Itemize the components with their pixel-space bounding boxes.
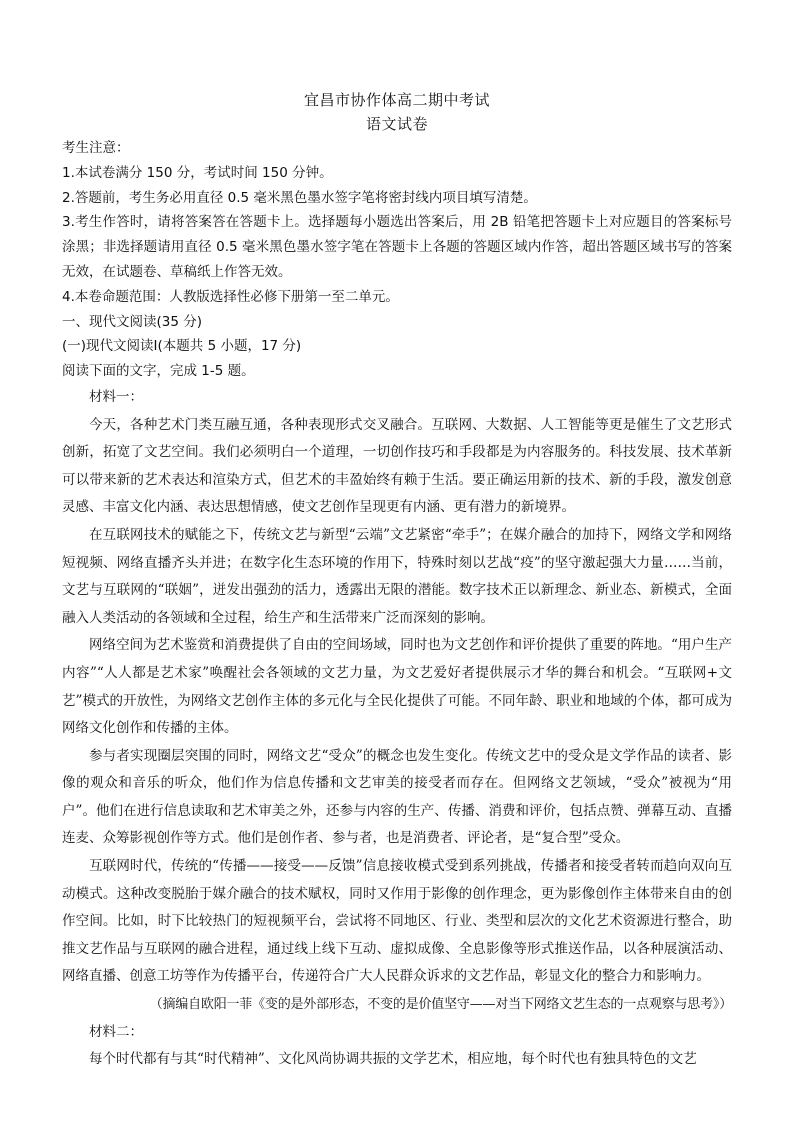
section-prompt: 阅读下面的文字，完成 1-5 题。: [62, 363, 255, 380]
material-one-source: （摘编自欧阳一菲《变的是外部形态，不变的是价值坚守——对当下网络文艺生态的一点观察与思考》）: [149, 997, 732, 1013]
material-two: [62, 1019, 732, 1074]
exam-page: [62, 88, 732, 1074]
material-one: [62, 384, 732, 1019]
passage-paragraph: 今天，各种艺术门类互融互通，各种表现形式交叉融合。互联网、大数据、人工智能等更是催生了文艺形式创新，拓宽了文艺空间。我们必须明白一个道理，一切创作技巧和手段都是为内容服务的。科技发展、技术革新可以带来新的艺术表达和渲染方式，但艺术的丰盈始终有赖于生活。要正确运用新的技术、新的手段，激发创意灵感、丰富文化内涵、表达思想情感，使文艺创作呈现更有内涵、更有潜力的新境界。: [62, 416, 732, 516]
instruction-item: 2.答题前，考生务必用直径 0.5 毫米黑色墨水签字笔将密封线内项目填写清楚。: [62, 189, 537, 206]
section-subheading: (一)现代文阅读Ⅰ(本题共 5 小题，17 分): [62, 338, 302, 355]
exam-subtitle: 语文试卷: [365, 115, 428, 133]
instruction-item: 4.本卷命题范围：人教版选择性必修下册第一至二单元。: [62, 288, 399, 305]
instructions-block: [62, 136, 732, 310]
section-header: [62, 310, 732, 384]
exam-title: 宜昌市协作体高二期中考试: [303, 91, 490, 109]
material-one-label: 材料一：: [89, 388, 143, 405]
instruction-item: 3.考生作答时，请将答案答在答题卡上。选择题每小题选出答案后，用 2B 铅笔把答题卡上对应题目的答案标号涂黑；非选择题请用直径 0.5 毫米黑色墨水签字笔在答题卡上各题的答题区域内作答，超出答题区域书写的答案无效，在试题卷、草稿纸上作答无效。: [62, 214, 732, 280]
material-two-label: 材料二：: [89, 1023, 143, 1040]
passage-paragraph: 互联网时代，传统的“传播——接受——反馈”信息接收模式受到系列挑战，传播者和接受者转而趋向双向互动模式。这种改变脱胎于媒介融合的技术赋权，同时又作用于影像的创作理念，更为影像创作主体带来自由的创作空间。比如，时下比较热门的短视频平台，尝试将不同地区、行业、类型和层次的文化艺术资源进行整合，助推文艺作品与互联网的融合进程，通过线上线下互动、虚拟成像、全息影像等形式推送作品，以各种展演活动、网络直播、创意工坊等作为传播平台，传递符合广大人民群众诉求的文艺作品，彰显文化的整合力和影响力。: [62, 858, 732, 985]
passage-paragraph: 参与者实现圈层突围的同时，网络文艺“受众”的概念也发生变化。传统文艺中的受众是文学作品的读者、影像的观众和音乐的听众，他们作为信息传播和文艺审美的接受者而存在。但网络文艺领域，“受众”被视为“用户”。他们在进行信息读取和艺术审美之外，还参与内容的生产、传播、消费和评价，包括点赞、弹幕互动、直播连麦、众筹影视创作等方式。他们是创作者、参与者，也是消费者、评论者，是“复合型”受众。: [62, 747, 732, 847]
instructions-heading: 考生注意：: [62, 140, 130, 156]
section-heading: 一、现代文阅读(35 分): [62, 313, 203, 330]
passage-paragraph: 在互联网技术的赋能之下，传统文艺与新型“云端”文艺紧密“牵手”；在媒介融合的加持下，网络文学和网络短视频、网络直播齐头并进；在数字化生态环境的作用下，特殊时刻以艺战“疫”的坚守激起强大力量……当前，文艺与互联网的“联姻”，迸发出强劲的活力，透露出无限的潜能。数字技术正以新理念、新业态、新模式，全面融入人类活动的各领域和全过程，给生产和生活带来广泛而深刻的影响。: [62, 526, 732, 626]
instruction-item: 1.本试卷满分 150 分，考试时间 150 分钟。: [62, 164, 333, 181]
passage-paragraph: 每个时代都有与其“时代精神”、文化风尚协调共振的文学艺术，相应地，每个时代也有独具特色的文艺: [89, 1051, 697, 1068]
passage-paragraph: 网络空间为艺术鉴赏和消费提供了自由的空间场域，同时也为文艺创作和评价提供了重要的阵地。“用户生产内容”“人人都是艺术家”唤醒社会各领域的文艺力量，为文艺爱好者提供展示才华的舞台和机会。“互联网+文艺”模式的开放性，为网络文艺创作主体的多元化与全民化提供了可能。不同年龄、职业和地域的个体，都可成为网络文化创作和传播的主体。: [62, 637, 732, 737]
